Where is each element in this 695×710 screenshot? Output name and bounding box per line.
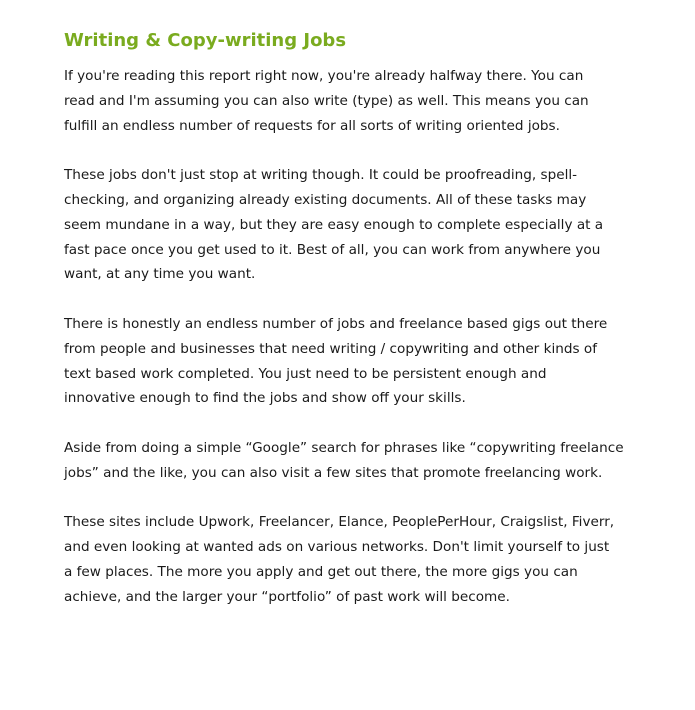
text-line: These jobs don't just stop at writing though. It could be proofreading, spell- [64,167,578,184]
text-line: There is honestly an endless number of jobs and freelance based gigs out there [64,315,608,332]
text-line: from people and businesses that need writing / copywriting and other kinds of [64,340,597,357]
text-line: If you're reading this report right now, you're already halfway there. You can [64,68,584,84]
paragraph-sites [64,510,664,609]
text-line: a few places. The more you apply and get out there, the more gigs you can [64,563,578,580]
text-line: achieve, and the larger your “portfolio” of past work will become. [64,588,510,605]
text-line: innovative enough to find the jobs and show off your skills. [64,390,466,407]
text-line: Aside from doing a simple “Google” search for phrases like “copywriting freelance [64,439,624,456]
text-line: read and I'm assuming you can also write (type) as well. This means you can [64,92,589,109]
text-line: fast pace once you get used to it. Best of all, you can work from anywhere you [64,241,601,258]
text-line: and even looking at wanted ads on various networks. Don't limit yourself to just [64,539,610,556]
text-line: These sites include Upwork, Freelancer, Elance, PeoplePerHour, Craigslist, Fiverr, [64,514,615,531]
text-line: fulfill an endless number of requests for all sorts of writing oriented jobs. [64,117,560,134]
text-line: jobs” and the like, you can also visit a few sites that promote freelancing work. [64,464,603,481]
text-line: want, at any time you want. [64,266,256,283]
text-line: checking, and organizing already existing documents. All of these tasks may [64,191,587,208]
text-line: seem mundane in a way, but they are easy enough to complete especially at a [64,216,604,233]
paragraph-opportunities [64,312,664,411]
section-heading: Writing & Copy-writing Jobs [64,30,347,51]
section-body [64,64,664,634]
paragraph-intro [64,64,664,138]
text-line: text based work completed. You just need to be persistent enough and [64,365,547,382]
paragraph-search-tips [64,436,664,486]
paragraph-job-types [64,163,664,287]
